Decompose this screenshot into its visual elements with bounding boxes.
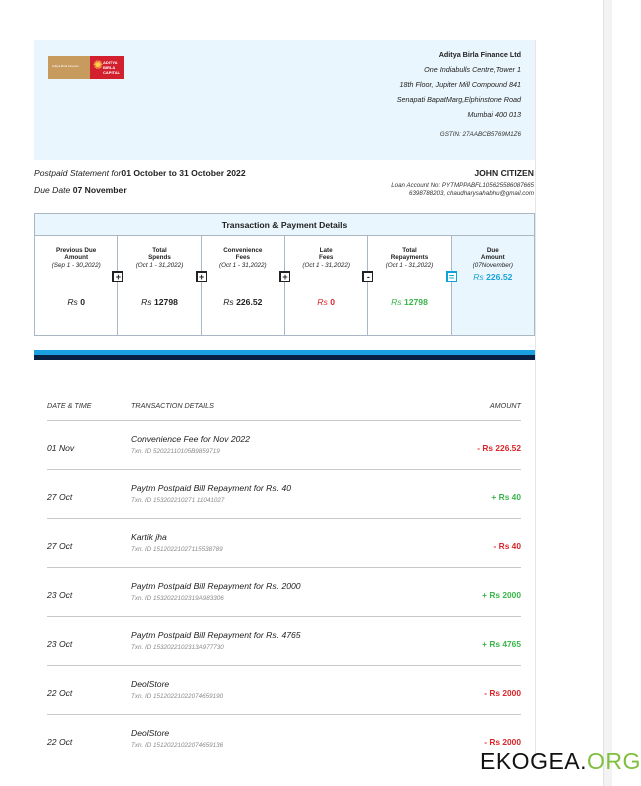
loan-account-number: Loan Account No: PYTMPPABFL105625586087665: [391, 182, 534, 189]
logo-brand-text: ADITYA BIRLA CAPITAL: [103, 60, 121, 75]
table-row: [47, 616, 521, 665]
row-txn-id: Txn. ID 52022110105B9859719: [131, 448, 220, 455]
address-line: Mumbai 400 013: [467, 110, 521, 119]
statement-period: [34, 168, 246, 178]
summary-label: Total Spends: [148, 247, 171, 261]
plus-operator-icon: +: [112, 271, 123, 282]
summary-value: Rs 226.52: [473, 272, 513, 282]
company-logo: [48, 56, 124, 79]
row-title: Convenience Fee for Nov 2022: [131, 434, 250, 444]
column-header-details: TRANSACTION DETAILS: [131, 401, 214, 410]
table-row: [47, 714, 521, 763]
row-txn-id: Txn. ID 153202210271 11041027: [131, 497, 225, 504]
row-txn-id: Txn. ID 15120221022074659190: [131, 693, 224, 700]
table-row: [47, 420, 521, 469]
logo-gold-panel: [48, 56, 90, 79]
summary-total-repayments: [368, 236, 451, 335]
gstin: GSTIN: 27AABCB5769M1Z6: [439, 131, 521, 138]
summary-value: Rs 0: [317, 297, 335, 307]
watermark: [480, 748, 641, 775]
row-date: 27 Oct: [47, 492, 73, 502]
summary-period: (Oct 1 - 31,2022): [219, 262, 267, 269]
summary-previous-due: [35, 236, 118, 335]
address-line: One Indiabulls Centre,Tower 1: [424, 65, 521, 74]
equals-operator-icon: =: [446, 271, 457, 282]
row-txn-id: Txn. ID 15120221022074659136: [131, 742, 224, 749]
row-amount: + Rs 40: [491, 492, 521, 502]
payment-summary-title: Transaction & Payment Details: [35, 214, 534, 236]
row-title: Kartik jha: [131, 532, 167, 542]
row-date: 01 Nov: [47, 443, 75, 453]
summary-label: Total Repayments: [390, 247, 429, 261]
watermark-tld: ORG: [587, 748, 641, 774]
summary-late-fees: [282, 236, 368, 335]
row-date: 23 Oct: [47, 639, 73, 649]
watermark-main: EKOGEA.: [480, 748, 588, 774]
row-title: Paytm Postpaid Bill Repayment for Rs. 40: [131, 483, 292, 493]
row-amount: - Rs 226.52: [477, 443, 521, 453]
address-line: 18th Floor, Jupiter Mill Compound 841: [399, 80, 521, 89]
summary-period: (Sep 1 - 30,2022): [51, 262, 101, 269]
due-date-label: Due Date: [34, 185, 71, 195]
summary-value: Rs 226.52: [223, 297, 263, 307]
summary-value: Rs 0: [67, 297, 85, 307]
row-title: Paytm Postpaid Bill Repayment for Rs. 4765: [131, 630, 301, 640]
summary-label: Previous Due Amount: [56, 247, 97, 261]
row-txn-id: Txn. ID 1532022102319A983306: [131, 595, 224, 602]
row-title: DeolStore: [131, 679, 170, 689]
statement-label: Postpaid Statement for: [34, 168, 122, 178]
summary-convenience-fees: [199, 236, 285, 335]
page-shadow: [535, 40, 536, 760]
row-date: 23 Oct: [47, 590, 73, 600]
table-row: [47, 567, 521, 616]
summary-period: (Oct 1 - 31,2022): [302, 262, 350, 269]
summary-period: (Oct 1 - 31,2022): [385, 262, 434, 269]
row-title: DeolStore: [131, 728, 170, 738]
customer-name: JOHN CITIZEN: [474, 168, 534, 178]
due-date-value: 07 November: [72, 185, 127, 195]
transactions-table: [47, 420, 521, 763]
row-amount: + Rs 4765: [482, 639, 521, 649]
row-date: 22 Oct: [47, 737, 73, 747]
row-amount: - Rs 2000: [484, 737, 521, 747]
table-row: [47, 665, 521, 714]
row-txn-id: Txn. ID 1532022102313A977730: [131, 644, 224, 651]
column-header-amount: AMOUNT: [489, 401, 521, 410]
due-date: [34, 185, 127, 195]
minus-operator-icon: -: [362, 271, 373, 282]
loan-account-block: [391, 182, 534, 198]
summary-due-amount: [449, 236, 534, 335]
row-date: 27 Oct: [47, 541, 73, 551]
sun-logo-icon: ✺: [93, 58, 104, 72]
row-title: Paytm Postpaid Bill Repayment for Rs. 2000: [131, 581, 301, 591]
customer-contact: 6398788203, chaudharysahabhu@gmail.com: [409, 190, 534, 197]
row-date: 22 Oct: [47, 688, 73, 698]
table-row: [47, 469, 521, 518]
statement-period-value: 01 October to 31 October 2022: [121, 168, 246, 178]
page-edge: [603, 0, 612, 786]
summary-label: Convenience Fees: [223, 247, 263, 261]
logo-sub-text: Aditya Birla Finance: [52, 64, 79, 68]
address-line: Senapati BapatMarg,Elphinstone Road: [396, 95, 521, 104]
row-amount: - Rs 2000: [484, 688, 521, 698]
row-amount: + Rs 2000: [482, 590, 521, 600]
summary-value: Rs 12798: [141, 297, 178, 307]
company-name: Aditya Birla Finance Ltd: [438, 50, 521, 59]
row-amount: - Rs 40: [493, 541, 521, 551]
row-txn-id: Txn. ID 15120221027115538789: [131, 546, 223, 553]
summary-value: Rs 12798: [391, 297, 428, 307]
divider-navy-bar: [34, 355, 535, 360]
summary-label: Late Fees: [318, 247, 334, 261]
plus-operator-icon: +: [196, 271, 207, 282]
summary-period: (07November): [472, 262, 513, 269]
summary-total-spends: [115, 236, 201, 335]
plus-operator-icon: +: [279, 271, 290, 282]
company-address-block: [397, 47, 521, 122]
payment-summary-cells: [35, 236, 534, 335]
logo-red-panel: [90, 56, 124, 79]
table-row: [47, 518, 521, 567]
summary-label: Due Amount: [480, 247, 505, 261]
summary-period: (Oct 1 - 31,2022): [135, 262, 184, 269]
payment-summary-box: [34, 213, 535, 336]
column-header-date: DATE & TIME: [47, 401, 92, 410]
